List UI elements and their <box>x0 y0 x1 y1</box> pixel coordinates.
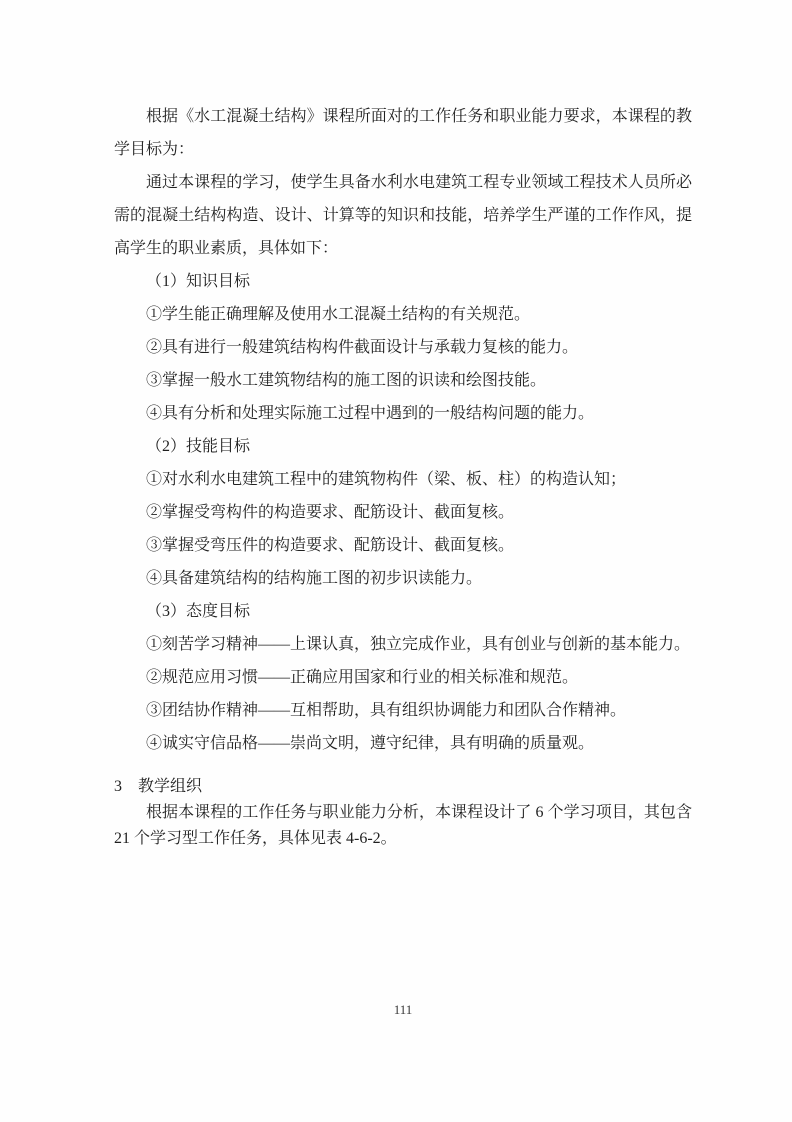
goal-section-heading-knowledge: （1）知识目标 <box>146 273 251 290</box>
intro-paragraph-2: 通过本课程的学习，使学生具备水利水电建筑工程专业领域工程技术人员所必需的混凝土结构构造、设计、计算等的知识和技能，培养学生严谨的工作作风，提高学生的职业素质，具体如下： <box>114 174 692 257</box>
document-body <box>114 100 692 852</box>
closing-paragraph: 根据本课程的工作任务与职业能力分析，本课程设计了 6 个学习项目，其包含 21 个学习型工作任务，具体见表 4-6-2。 <box>114 804 692 847</box>
goal-item: ②掌握受弯构件的构造要求、配筋设计、截面复核。 <box>146 504 515 521</box>
goal-section-attitude <box>114 595 692 760</box>
goal-section-heading-attitude: （3）态度目标 <box>146 603 251 620</box>
goal-item: ③掌握受弯压件的构造要求、配筋设计、截面复核。 <box>146 537 515 554</box>
section-heading <box>114 773 692 800</box>
page-number: 111 <box>393 1002 413 1017</box>
section-title: 教学组织 <box>138 778 203 795</box>
goal-item: ③掌握一般水工建筑物结构的施工图的识读和绘图技能。 <box>146 372 547 389</box>
goal-item: ②规范应用习惯——正确应用国家和行业的相关标准和规范。 <box>146 669 579 686</box>
goal-item: ①学生能正确理解及使用水工混凝土结构的有关规范。 <box>146 306 531 323</box>
goal-item: ②具有进行一般建筑结构构件截面设计与承载力复核的能力。 <box>146 339 579 356</box>
section-number: 3 <box>114 778 122 795</box>
goal-item: ④具备建筑结构的结构施工图的初步识读能力。 <box>146 570 483 587</box>
page-footer <box>114 1001 692 1018</box>
goal-section-knowledge <box>114 265 692 430</box>
goal-section-heading-skill: （2）技能目标 <box>146 438 251 455</box>
goal-section-skill <box>114 430 692 595</box>
goal-item: ④具有分析和处理实际施工过程中遇到的一般结构问题的能力。 <box>146 405 595 422</box>
goal-item: ③团结协作精神——互相帮助，具有组织协调能力和团队合作精神。 <box>146 702 627 719</box>
goal-item: ①对水利水电建筑工程中的建筑物构件（梁、板、柱）的构造认知； <box>146 471 627 488</box>
goal-item: ④诚实守信品格——崇尚文明，遵守纪律，具有明确的质量观。 <box>146 735 595 752</box>
intro-paragraph-1: 根据《水工混凝土结构》课程所面对的工作任务和职业能力要求，本课程的教学目标为： <box>114 108 692 158</box>
goal-item: ①刻苦学习精神——上课认真，独立完成作业，具有创业与创新的基本能力。 <box>146 636 691 653</box>
